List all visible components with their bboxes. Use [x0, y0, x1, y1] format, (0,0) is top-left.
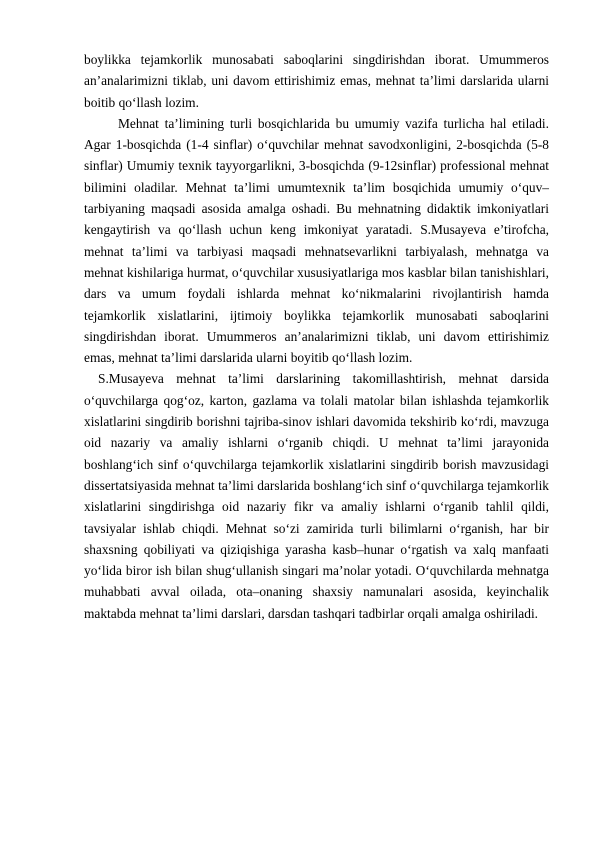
document-page — [84, 49, 549, 624]
paragraph-stages: Mehnat ta’limining turli bosqichlarida bu umumiy vazifa turlicha hal etiladi. Agar 1-bosqichda (1-4 sinflar) o‘quvchilar mehnat savodxonligini, 2-bosqichda (5-8 sinflar) Umumiy texnik tayyorgarlikni, 3-bosqichda (9-12sinflar) professional mehnat bilimini oladilar. Mehnat ta’limi umumtexnik ta’lim bosqichida umumiy o‘quv–tarbiyaning maqsadi asosida amalga oshadi. Bu mehnatning didaktik imkoniyatlari kengaytirish va qo‘llash uchun keng imkoniyat yaratadi. S.Musayeva e’tirofcha, mehnat ta’limi va tarbiyasi maqsadi mehnatsevarlikni tarbiyalash, mehnatga va mehnat kishilariga hurmat, o‘quvchilar xususiyatlariga mos kasblar bilan tanishishlari, dars va umum foydali ishlarda mehnat ko‘nikmalarini rivojlantirish hamda tejamkorlik xislatlarini, ijtimoiy boylikka tejamkorlik munosabati saboqlarini singdirishdan iborat. Umummeros an’analarimizni tiklab, uni davom ettirishimiz emas, mehnat ta’limi darslarida ularni boyitib qo‘llash lozim. — [84, 115, 549, 366]
paragraph-musayeva: S.Musayeva mehnat ta’limi darslarining takomillashtirish, mehnat darsida o‘quvchilarga qog‘oz, karton, gazlama va tolali matolar bilan ishlashda tejamkorlik xislatlarini singdirib borishni tajriba-sinov ishlari davomida tekshirib ko‘rdi, mavzuga oid nazariy va amaliy ishlarni o‘rganib chiqdi. U mehnat ta’limi jarayonida boshlang‘ich sinf o‘quvchilarga tejamkorlik xislatlarini singdirib borish mavzusidagi dissertatsiyasida mehnat ta’limi darslarida boshlang‘ich sinf o‘quvchilarga tejamkorlik xislatlarini singdirishga oid nazariy fikr va amaliy ishlarni o‘rganib tahlil qildi, tavsiyalar ishlab chiqdi. Mehnat so‘zi zamirida turli bilimlarni o‘rganish, har bir shaxsning qobiliyati va qiziqishiga yarasha kasb–hunar o‘rgatish va xalq manfaati yo‘lida biror ish bilan shug‘ullanish singari ma’nolar yotadi. O‘quvchilarda mehnatga muhabbati avval oilada, ota–onaning shaxsiy namunalari asosida, keyinchalik maktabda mehnat ta’limi darslari, darsdan tashqari tadbirlar orqali amalga oshiriladi. — [84, 371, 549, 621]
paragraph-continuation: boylikka tejamkorlik munosabati saboqlarini singdirishdan iborat. Umummeros an’analarimizni tiklab, uni davom ettirishimiz emas, mehnat ta’limi darslarida ularni boitib qo‘llash lozim. — [84, 52, 549, 110]
